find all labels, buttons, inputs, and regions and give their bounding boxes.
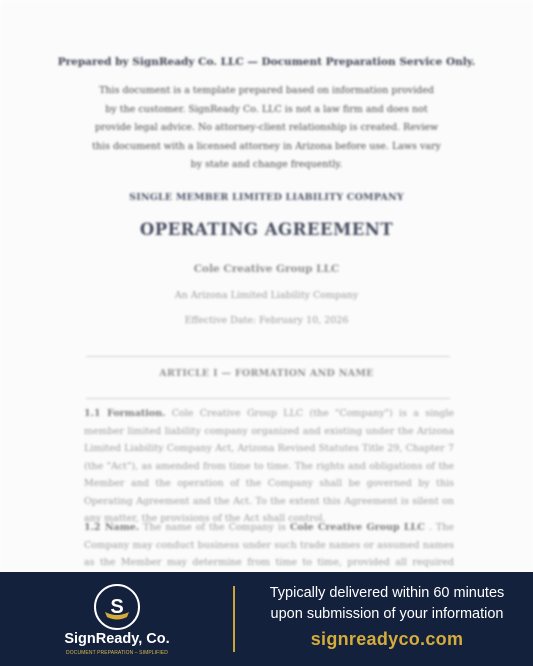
section-number: 1.1 Formation. [84, 408, 166, 419]
logo-mark-icon [96, 586, 138, 628]
section-text: The name of the Company is [139, 522, 290, 533]
delivery-line-1: Typically delivered within 60 minutes [269, 585, 505, 601]
section-formation [84, 405, 454, 528]
legal-disclaimer: This document is a template prepared based on information provided by the customer. SignReady Co. LLC is not a law firm and does not provide legal advice. No attorney-client relationship is created. Review this document with a licensed attorney in Arizona before use. Laws vary by state and change frequently. [92, 85, 441, 171]
document-title: OPERATING AGREEMENT [139, 220, 394, 239]
signready-logo-icon [94, 584, 140, 630]
effective-date: Effective Date: February 10, 2026 [184, 315, 349, 326]
company-type: An Arizona Limited Liability Company [174, 290, 359, 301]
divider-top [86, 356, 450, 357]
section-text: . The Company may conduct business under such trade names or assumed names as the Member may determine from time to time, provided all required [84, 522, 455, 568]
section-text: Cole Creative Group LLC (the "Company") is a single member limited liability company organized and existing under the Arizona Limited Liability Company Act, Arizona Revised Statutes Title 29, Chapter 7 (the "Act"), as amended from time to time. The rights and obligations of the Member and the operation of the Company shall be governed by this Operating Agreement and the Act. To the extent this Agreement is silent on any matter, the provisions of the Act shall control. [84, 408, 454, 524]
company-name-inline: Cole Creative Group LLC [289, 522, 425, 533]
document-kicker: SINGLE MEMBER LIMITED LIABILITY COMPANY [129, 192, 404, 203]
logo-letter: S [110, 596, 124, 618]
promo-banner [0, 572, 533, 666]
article-heading: ARTICLE I — FORMATION AND NAME [159, 368, 374, 379]
delivery-message [252, 583, 522, 625]
delivery-line-2: upon submission of your information [270, 606, 504, 622]
company-name: Cole Creative Group LLC [193, 263, 340, 275]
divider-bottom [86, 398, 450, 399]
brand-tagline: DOCUMENT PREPARATION – SIMPLIFIED [66, 650, 168, 656]
website-link[interactable]: signreadyco.com [310, 629, 464, 649]
prepared-by-notice: Prepared by SignReady Co. LLC — Document Preparation Service Only. [57, 56, 476, 68]
section-number: 1.2 Name. [84, 522, 140, 533]
brand-name: SignReady, Co. [64, 631, 170, 647]
banner-divider [233, 586, 235, 652]
